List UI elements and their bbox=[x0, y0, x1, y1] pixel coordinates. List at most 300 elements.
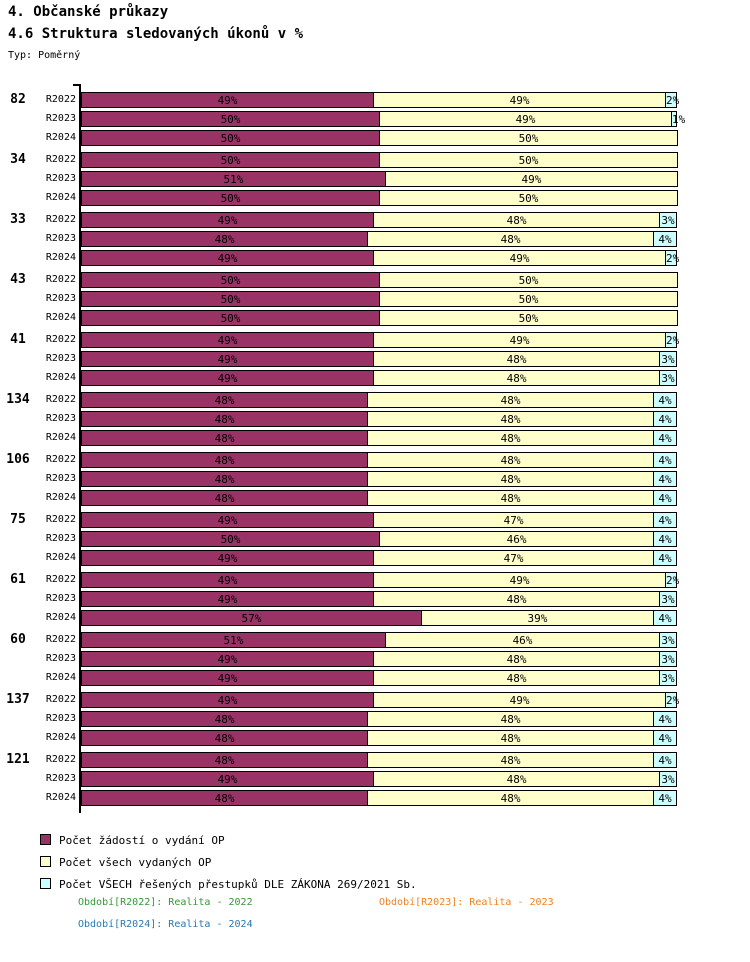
bar-segment-value: 4% bbox=[658, 394, 672, 407]
bar-segment-vsech-vydanych-op bbox=[373, 212, 660, 228]
period-label-r2022: R2022 bbox=[45, 514, 76, 525]
period-label-r2022: R2022 bbox=[45, 334, 76, 345]
bar-segment-zadosti-o-vydani-op bbox=[81, 490, 368, 506]
bar-segment-vsech-vydanych-op bbox=[367, 790, 654, 806]
period-label-r2023: R2023 bbox=[45, 533, 76, 544]
period-label-r2022: R2022 bbox=[45, 694, 76, 705]
bar-segment-value: 49% bbox=[217, 334, 238, 347]
bar-segment-resenych-prestupku bbox=[653, 550, 677, 566]
bar-row-137-r2024 bbox=[81, 730, 679, 746]
bar-segment-value: 48% bbox=[214, 713, 235, 726]
bar-segment-zadosti-o-vydani-op bbox=[81, 332, 374, 348]
bar-segment-vsech-vydanych-op bbox=[373, 332, 666, 348]
bar-segment-value: 4% bbox=[658, 792, 672, 805]
bar-segment-value: 2% bbox=[666, 334, 680, 347]
period-label-r2024: R2024 bbox=[45, 312, 76, 323]
bar-segment-zadosti-o-vydani-op bbox=[81, 392, 368, 408]
bar-segment-vsech-vydanych-op bbox=[379, 531, 654, 547]
bar-segment-vsech-vydanych-op bbox=[373, 692, 666, 708]
period-label-r2024: R2024 bbox=[45, 612, 76, 623]
bar-segment-resenych-prestupku bbox=[659, 670, 677, 686]
bar-segment-value: 3% bbox=[661, 773, 675, 786]
bar-segment-vsech-vydanych-op bbox=[379, 130, 678, 146]
bar-segment-value: 48% bbox=[214, 754, 235, 767]
bar-segment-value: 48% bbox=[214, 732, 235, 745]
period-label-r2022: R2022 bbox=[45, 274, 76, 285]
bar-segment-vsech-vydanych-op bbox=[373, 550, 654, 566]
bar-segment-value: 48% bbox=[500, 473, 521, 486]
period-label-r2023: R2023 bbox=[45, 713, 76, 724]
bar-segment-value: 49% bbox=[217, 653, 238, 666]
chart-subtitle: Typ: Poměrný bbox=[8, 50, 81, 61]
bar-segment-value: 50% bbox=[220, 533, 241, 546]
bar-segment-vsech-vydanych-op bbox=[379, 310, 678, 326]
bar-segment-value: 4% bbox=[658, 413, 672, 426]
bar-row-82-r2024 bbox=[81, 130, 679, 146]
bar-segment-value: 48% bbox=[214, 413, 235, 426]
bar-segment-value: 47% bbox=[503, 552, 524, 565]
period-label-r2022: R2022 bbox=[45, 154, 76, 165]
bar-segment-value: 48% bbox=[500, 394, 521, 407]
bar-segment-vsech-vydanych-op bbox=[373, 92, 666, 108]
bar-row-60-r2022 bbox=[81, 632, 679, 648]
bar-segment-value: 3% bbox=[661, 672, 675, 685]
bar-segment-value: 4% bbox=[658, 233, 672, 246]
bar-segment-zadosti-o-vydani-op bbox=[81, 512, 374, 528]
group-label-34: 34 bbox=[10, 152, 26, 167]
bar-row-134-r2022 bbox=[81, 392, 679, 408]
bar-segment-value: 48% bbox=[214, 792, 235, 805]
period-label-r2022: R2022 bbox=[45, 214, 76, 225]
period-label-r2024: R2024 bbox=[45, 252, 76, 263]
bar-segment-value: 48% bbox=[500, 732, 521, 745]
bar-row-61-r2023 bbox=[81, 591, 679, 607]
bar-segment-value: 48% bbox=[500, 432, 521, 445]
group-label-61: 61 bbox=[10, 572, 26, 587]
bar-row-43-r2022 bbox=[81, 272, 679, 288]
bar-row-75-r2023 bbox=[81, 531, 679, 547]
bar-segment-resenych-prestupku bbox=[653, 392, 677, 408]
bar-segment-value: 50% bbox=[220, 293, 241, 306]
bar-segment-vsech-vydanych-op bbox=[373, 572, 666, 588]
bar-segment-value: 39% bbox=[527, 612, 548, 625]
period-label-r2023: R2023 bbox=[45, 113, 76, 124]
period-note-r2024: Období[R2024]: Realita - 2024 bbox=[78, 919, 253, 930]
bar-row-41-r2024 bbox=[81, 370, 679, 386]
bar-segment-zadosti-o-vydani-op bbox=[81, 591, 374, 607]
bar-segment-resenych-prestupku bbox=[665, 332, 680, 348]
bar-segment-zadosti-o-vydani-op bbox=[81, 212, 374, 228]
bar-segment-zadosti-o-vydani-op bbox=[81, 790, 368, 806]
bar-segment-value: 49% bbox=[217, 214, 238, 227]
bar-segment-value: 48% bbox=[214, 473, 235, 486]
bar-row-60-r2023 bbox=[81, 651, 679, 667]
group-label-33: 33 bbox=[10, 212, 26, 227]
bar-segment-zadosti-o-vydani-op bbox=[81, 430, 368, 446]
bar-segment-value: 50% bbox=[220, 113, 241, 126]
bar-segment-value: 50% bbox=[220, 192, 241, 205]
bar-segment-value: 48% bbox=[500, 713, 521, 726]
group-label-134: 134 bbox=[6, 392, 30, 407]
bar-segment-vsech-vydanych-op bbox=[379, 190, 678, 206]
bar-segment-value: 49% bbox=[217, 574, 238, 587]
legend-item-prestupky bbox=[40, 874, 417, 891]
bar-segment-vsech-vydanych-op bbox=[373, 370, 660, 386]
legend-item-zadosti bbox=[40, 830, 225, 847]
chart-title: 4.6 Struktura sledovaných úkonů v % bbox=[8, 26, 304, 42]
bar-segment-zadosti-o-vydani-op bbox=[81, 711, 368, 727]
period-note-r2022: Období[R2022]: Realita - 2022 bbox=[78, 897, 253, 908]
bar-row-75-r2022 bbox=[81, 512, 679, 528]
report-title: 4. Občanské průkazy bbox=[8, 4, 169, 20]
bar-segment-vsech-vydanych-op bbox=[373, 771, 660, 787]
bar-row-60-r2024 bbox=[81, 670, 679, 686]
bar-segment-resenych-prestupku bbox=[653, 790, 677, 806]
bar-segment-resenych-prestupku bbox=[671, 111, 686, 127]
bar-segment-vsech-vydanych-op bbox=[379, 152, 678, 168]
bar-segment-vsech-vydanych-op bbox=[373, 591, 660, 607]
bar-row-106-r2023 bbox=[81, 471, 679, 487]
bar-segment-resenych-prestupku bbox=[653, 610, 677, 626]
bar-segment-value: 4% bbox=[658, 492, 672, 505]
bar-segment-value: 51% bbox=[223, 173, 244, 186]
group-label-137: 137 bbox=[6, 692, 30, 707]
bar-segment-resenych-prestupku bbox=[653, 512, 677, 528]
bar-segment-vsech-vydanych-op bbox=[367, 392, 654, 408]
bar-segment-value: 4% bbox=[658, 754, 672, 767]
bar-segment-value: 3% bbox=[661, 653, 675, 666]
period-label-r2024: R2024 bbox=[45, 492, 76, 503]
bar-row-134-r2024 bbox=[81, 430, 679, 446]
period-label-r2024: R2024 bbox=[45, 432, 76, 443]
period-label-r2022: R2022 bbox=[45, 394, 76, 405]
bar-segment-resenych-prestupku bbox=[659, 632, 677, 648]
bar-segment-vsech-vydanych-op bbox=[367, 490, 654, 506]
bar-segment-vsech-vydanych-op bbox=[379, 272, 678, 288]
bar-row-121-r2023 bbox=[81, 771, 679, 787]
bar-segment-zadosti-o-vydani-op bbox=[81, 411, 368, 427]
bar-segment-zadosti-o-vydani-op bbox=[81, 610, 422, 626]
bar-row-106-r2022 bbox=[81, 452, 679, 468]
bar-segment-zadosti-o-vydani-op bbox=[81, 550, 374, 566]
bar-segment-resenych-prestupku bbox=[665, 692, 680, 708]
bar-segment-resenych-prestupku bbox=[659, 212, 677, 228]
bar-segment-zadosti-o-vydani-op bbox=[81, 632, 386, 648]
bar-segment-value: 4% bbox=[658, 473, 672, 486]
bar-segment-value: 2% bbox=[666, 94, 680, 107]
bar-segment-value: 4% bbox=[658, 533, 672, 546]
bar-segment-vsech-vydanych-op bbox=[367, 730, 654, 746]
period-label-r2024: R2024 bbox=[45, 552, 76, 563]
bar-segment-value: 50% bbox=[220, 274, 241, 287]
period-label-r2023: R2023 bbox=[45, 473, 76, 484]
bar-segment-value: 48% bbox=[214, 492, 235, 505]
bar-segment-value: 48% bbox=[506, 372, 527, 385]
bar-row-43-r2023 bbox=[81, 291, 679, 307]
bar-segment-value: 50% bbox=[518, 293, 539, 306]
bar-segment-zadosti-o-vydani-op bbox=[81, 752, 368, 768]
legend-label: Počet žádostí o vydání OP bbox=[59, 834, 225, 847]
bar-segment-value: 49% bbox=[217, 672, 238, 685]
bar-row-41-r2022 bbox=[81, 332, 679, 348]
legend-swatch-yellow bbox=[40, 856, 51, 867]
bar-segment-value: 1% bbox=[672, 113, 686, 126]
period-label-r2023: R2023 bbox=[45, 173, 76, 184]
bar-segment-value: 3% bbox=[661, 372, 675, 385]
bar-segment-zadosti-o-vydani-op bbox=[81, 670, 374, 686]
bar-segment-value: 49% bbox=[217, 372, 238, 385]
bar-segment-value: 48% bbox=[500, 754, 521, 767]
bar-segment-resenych-prestupku bbox=[659, 351, 677, 367]
bar-segment-value: 48% bbox=[214, 432, 235, 445]
group-label-121: 121 bbox=[6, 752, 30, 767]
bar-segment-value: 48% bbox=[506, 653, 527, 666]
bar-segment-vsech-vydanych-op bbox=[379, 291, 678, 307]
legend-item-vydane bbox=[40, 852, 212, 869]
bar-row-33-r2022 bbox=[81, 212, 679, 228]
bar-segment-vsech-vydanych-op bbox=[421, 610, 654, 626]
bar-segment-value: 49% bbox=[217, 552, 238, 565]
bar-segment-value: 2% bbox=[666, 252, 680, 265]
bar-segment-value: 47% bbox=[503, 514, 524, 527]
bar-segment-value: 48% bbox=[214, 394, 235, 407]
bar-segment-value: 50% bbox=[518, 274, 539, 287]
bar-segment-value: 4% bbox=[658, 713, 672, 726]
bar-segment-vsech-vydanych-op bbox=[385, 632, 660, 648]
bar-segment-resenych-prestupku bbox=[653, 752, 677, 768]
bar-segment-value: 3% bbox=[661, 593, 675, 606]
bar-row-134-r2023 bbox=[81, 411, 679, 427]
bar-segment-value: 49% bbox=[515, 113, 536, 126]
bar-segment-value: 48% bbox=[506, 593, 527, 606]
period-label-r2022: R2022 bbox=[45, 634, 76, 645]
bar-segment-vsech-vydanych-op bbox=[373, 670, 660, 686]
bar-segment-value: 4% bbox=[658, 732, 672, 745]
bar-segment-value: 48% bbox=[500, 792, 521, 805]
period-label-r2024: R2024 bbox=[45, 792, 76, 803]
bar-segment-value: 49% bbox=[217, 514, 238, 527]
bar-segment-resenych-prestupku bbox=[653, 452, 677, 468]
bar-segment-resenych-prestupku bbox=[653, 490, 677, 506]
bar-segment-vsech-vydanych-op bbox=[367, 452, 654, 468]
bar-segment-resenych-prestupku bbox=[653, 411, 677, 427]
bar-segment-vsech-vydanych-op bbox=[385, 171, 678, 187]
bar-segment-value: 49% bbox=[217, 593, 238, 606]
bar-segment-vsech-vydanych-op bbox=[367, 430, 654, 446]
period-label-r2024: R2024 bbox=[45, 672, 76, 683]
period-label-r2023: R2023 bbox=[45, 593, 76, 604]
bar-segment-value: 3% bbox=[661, 634, 675, 647]
bar-segment-resenych-prestupku bbox=[659, 591, 677, 607]
bar-segment-zadosti-o-vydani-op bbox=[81, 310, 380, 326]
bar-segment-zadosti-o-vydani-op bbox=[81, 291, 380, 307]
bar-segment-value: 2% bbox=[666, 694, 680, 707]
bar-segment-vsech-vydanych-op bbox=[379, 111, 672, 127]
bar-row-33-r2023 bbox=[81, 231, 679, 247]
bar-segment-value: 46% bbox=[506, 533, 527, 546]
group-label-82: 82 bbox=[10, 92, 26, 107]
bar-segment-value: 50% bbox=[518, 154, 539, 167]
period-label-r2022: R2022 bbox=[45, 454, 76, 465]
bar-segment-value: 4% bbox=[658, 612, 672, 625]
bar-segment-zadosti-o-vydani-op bbox=[81, 231, 368, 247]
bar-segment-resenych-prestupku bbox=[659, 370, 677, 386]
bar-segment-resenych-prestupku bbox=[659, 651, 677, 667]
bar-segment-value: 49% bbox=[217, 694, 238, 707]
bar-segment-value: 48% bbox=[506, 773, 527, 786]
period-label-r2022: R2022 bbox=[45, 574, 76, 585]
bar-segment-value: 49% bbox=[509, 94, 530, 107]
bar-segment-vsech-vydanych-op bbox=[373, 250, 666, 266]
period-label-r2024: R2024 bbox=[45, 192, 76, 203]
bar-segment-value: 49% bbox=[217, 252, 238, 265]
bar-segment-resenych-prestupku bbox=[665, 572, 680, 588]
bar-segment-value: 49% bbox=[509, 694, 530, 707]
bar-segment-vsech-vydanych-op bbox=[367, 231, 654, 247]
bar-segment-resenych-prestupku bbox=[653, 231, 677, 247]
bar-segment-value: 3% bbox=[661, 214, 675, 227]
period-label-r2023: R2023 bbox=[45, 773, 76, 784]
period-label-r2023: R2023 bbox=[45, 413, 76, 424]
bar-segment-value: 2% bbox=[666, 574, 680, 587]
bar-row-75-r2024 bbox=[81, 550, 679, 566]
legend-swatch-blue bbox=[40, 878, 51, 889]
bar-row-82-r2023 bbox=[81, 111, 686, 127]
bar-segment-zadosti-o-vydani-op bbox=[81, 92, 374, 108]
bar-segment-resenych-prestupku bbox=[659, 771, 677, 787]
bar-segment-value: 46% bbox=[512, 634, 533, 647]
bar-segment-value: 48% bbox=[214, 233, 235, 246]
period-label-r2023: R2023 bbox=[45, 653, 76, 664]
period-label-r2023: R2023 bbox=[45, 353, 76, 364]
bar-row-137-r2023 bbox=[81, 711, 679, 727]
bar-segment-value: 48% bbox=[214, 454, 235, 467]
bar-segment-value: 3% bbox=[661, 353, 675, 366]
legend-label: Počet všech vydaných OP bbox=[59, 856, 212, 869]
period-label-r2024: R2024 bbox=[45, 732, 76, 743]
period-label-r2024: R2024 bbox=[45, 372, 76, 383]
bar-segment-resenych-prestupku bbox=[653, 430, 677, 446]
bar-segment-vsech-vydanych-op bbox=[367, 471, 654, 487]
bar-segment-value: 49% bbox=[217, 773, 238, 786]
bar-segment-value: 49% bbox=[217, 353, 238, 366]
bar-segment-resenych-prestupku bbox=[665, 92, 680, 108]
bar-segment-value: 50% bbox=[518, 132, 539, 145]
bar-segment-value: 50% bbox=[220, 312, 241, 325]
bar-row-34-r2022 bbox=[81, 152, 679, 168]
bar-row-34-r2024 bbox=[81, 190, 679, 206]
bar-segment-value: 50% bbox=[220, 132, 241, 145]
bar-row-34-r2023 bbox=[81, 171, 679, 187]
bar-segment-resenych-prestupku bbox=[653, 531, 677, 547]
bar-segment-resenych-prestupku bbox=[653, 730, 677, 746]
bar-segment-zadosti-o-vydani-op bbox=[81, 250, 374, 266]
bar-segment-zadosti-o-vydani-op bbox=[81, 351, 374, 367]
bar-segment-zadosti-o-vydani-op bbox=[81, 190, 380, 206]
period-label-r2022: R2022 bbox=[45, 754, 76, 765]
bar-segment-zadosti-o-vydani-op bbox=[81, 111, 380, 127]
group-label-41: 41 bbox=[10, 332, 26, 347]
bar-segment-zadosti-o-vydani-op bbox=[81, 572, 374, 588]
bar-segment-value: 48% bbox=[500, 233, 521, 246]
bar-row-137-r2022 bbox=[81, 692, 679, 708]
bar-segment-value: 50% bbox=[518, 192, 539, 205]
bar-row-61-r2022 bbox=[81, 572, 679, 588]
bar-row-121-r2024 bbox=[81, 790, 679, 806]
bar-row-106-r2024 bbox=[81, 490, 679, 506]
group-label-75: 75 bbox=[10, 512, 26, 527]
bar-segment-zadosti-o-vydani-op bbox=[81, 471, 368, 487]
period-label-r2024: R2024 bbox=[45, 132, 76, 143]
bar-segment-vsech-vydanych-op bbox=[373, 351, 660, 367]
group-label-43: 43 bbox=[10, 272, 26, 287]
bar-segment-zadosti-o-vydani-op bbox=[81, 272, 380, 288]
bar-segment-value: 50% bbox=[518, 312, 539, 325]
bar-segment-zadosti-o-vydani-op bbox=[81, 370, 374, 386]
bar-segment-resenych-prestupku bbox=[665, 250, 680, 266]
bar-segment-value: 57% bbox=[241, 612, 262, 625]
bar-segment-value: 49% bbox=[509, 334, 530, 347]
bar-segment-zadosti-o-vydani-op bbox=[81, 730, 368, 746]
bar-segment-zadosti-o-vydani-op bbox=[81, 152, 380, 168]
bar-segment-vsech-vydanych-op bbox=[373, 651, 660, 667]
period-note-r2023: Období[R2023]: Realita - 2023 bbox=[379, 897, 554, 908]
bar-segment-value: 4% bbox=[658, 514, 672, 527]
bar-row-43-r2024 bbox=[81, 310, 679, 326]
bar-row-121-r2022 bbox=[81, 752, 679, 768]
period-label-r2023: R2023 bbox=[45, 293, 76, 304]
bar-segment-value: 48% bbox=[500, 492, 521, 505]
bar-segment-value: 48% bbox=[500, 454, 521, 467]
bar-row-82-r2022 bbox=[81, 92, 679, 108]
bar-segment-resenych-prestupku bbox=[653, 711, 677, 727]
bar-segment-zadosti-o-vydani-op bbox=[81, 130, 380, 146]
group-label-60: 60 bbox=[10, 632, 26, 647]
bar-segment-zadosti-o-vydani-op bbox=[81, 452, 368, 468]
bar-segment-value: 51% bbox=[223, 634, 244, 647]
bar-segment-value: 49% bbox=[521, 173, 542, 186]
group-label-106: 106 bbox=[6, 452, 30, 467]
bar-row-41-r2023 bbox=[81, 351, 679, 367]
bar-segment-vsech-vydanych-op bbox=[367, 411, 654, 427]
bar-segment-value: 48% bbox=[500, 413, 521, 426]
bar-segment-value: 49% bbox=[217, 94, 238, 107]
bar-segment-resenych-prestupku bbox=[653, 471, 677, 487]
period-label-r2022: R2022 bbox=[45, 94, 76, 105]
bar-row-33-r2024 bbox=[81, 250, 679, 266]
bar-segment-zadosti-o-vydani-op bbox=[81, 171, 386, 187]
bar-segment-value: 48% bbox=[506, 353, 527, 366]
bar-segment-value: 50% bbox=[220, 154, 241, 167]
bar-segment-zadosti-o-vydani-op bbox=[81, 651, 374, 667]
bar-segment-value: 4% bbox=[658, 432, 672, 445]
bar-segment-value: 4% bbox=[658, 552, 672, 565]
bar-segment-value: 48% bbox=[506, 672, 527, 685]
bar-segment-zadosti-o-vydani-op bbox=[81, 692, 374, 708]
bar-segment-zadosti-o-vydani-op bbox=[81, 531, 380, 547]
bar-segment-vsech-vydanych-op bbox=[367, 752, 654, 768]
bar-segment-vsech-vydanych-op bbox=[373, 512, 654, 528]
bar-segment-vsech-vydanych-op bbox=[367, 711, 654, 727]
bar-row-61-r2024 bbox=[81, 610, 679, 626]
bar-segment-value: 49% bbox=[509, 252, 530, 265]
bar-segment-value: 4% bbox=[658, 454, 672, 467]
period-label-r2023: R2023 bbox=[45, 233, 76, 244]
bar-segment-value: 48% bbox=[506, 214, 527, 227]
bar-segment-zadosti-o-vydani-op bbox=[81, 771, 374, 787]
bar-segment-value: 49% bbox=[509, 574, 530, 587]
legend-label: Počet VŠECH řešených přestupků DLE ZÁKONA 269/2021 Sb. bbox=[59, 878, 417, 891]
